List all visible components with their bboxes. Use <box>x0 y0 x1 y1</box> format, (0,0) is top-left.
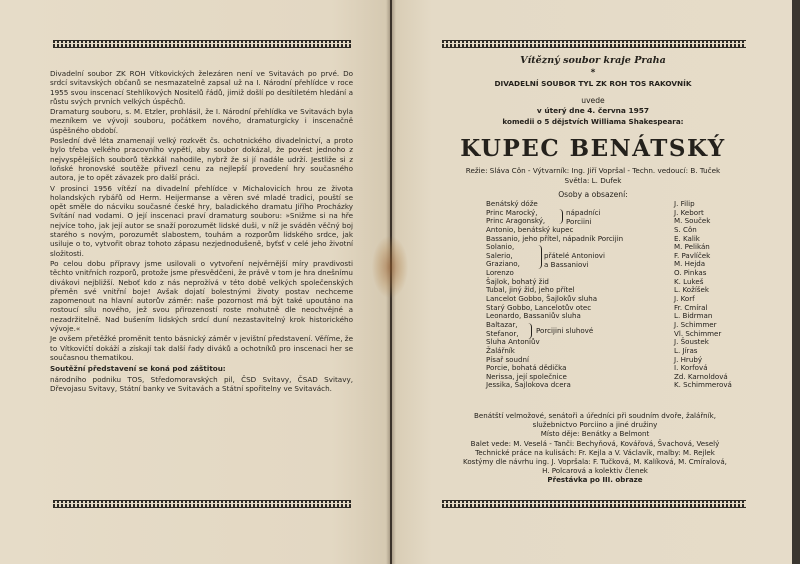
cast-role: Princ Aragonský, <box>486 216 546 226</box>
top-ornament-right <box>442 40 746 48</box>
cast-role: Nerissa, její společnice <box>486 371 567 381</box>
costume-credit: Kostýmy dle návrhu ing. J. Vopršala: F. Tučková, M. Kalíková, M. Cmíralová, <box>463 457 727 467</box>
paragraph-2: Dramaturg souboru, s. M. Etzler, prohlásil, že I. Národní přehlídka ve Svitavách byla mezníkem ve vývoji souboru, počátkem nového, dramaturgicky i inscenačně úspěšného období. <box>50 107 353 135</box>
cast-actor: L. Kožíšek <box>674 285 709 295</box>
costume-credit-2: H. Polcarová a kolektiv členek <box>542 466 648 476</box>
cast-actor: L. Bidrman <box>674 311 713 321</box>
cast-role: Šajlok, bohatý žid <box>486 276 549 286</box>
cast-row <box>486 338 736 347</box>
cast-role: Princ Marocký, <box>486 207 538 217</box>
play-title: KUPEC BENÁTSKÝ <box>460 135 726 162</box>
paragraph-4: V prosinci 1956 vítězí na divadelní přehlídce v Michalovicích hrou ze života holandských rybářů od Herm. Heijermanse a věren své mladé tradici, pouští se opět směle do nácviku současné české hry, baladického dramatu Jiřího Procházky Svítání nad vodami. O její inscenaci praví dramaturg souboru: »Snižme si na hře nejvíce toho, jak její autor se snaží porozumět lidské duši, v níž je svádën věčný boj starého s novým, porozumět slabostem, touhám a rozporům lidského srdce, jak usiluje o to, vytvořit obraz tohoto zápasu nezjednodušeně, byťsť v celé jeho životní složitosti. <box>50 183 353 258</box>
production-notes <box>430 411 760 485</box>
cast-actor: K. Schimmerová <box>674 380 732 390</box>
cast-role: Leonardo, Bassaniův sluha <box>486 311 581 321</box>
cast-actor: J. Kebort <box>674 207 704 217</box>
bottom-ornament-left <box>53 500 351 508</box>
troupe-name: DIVADELNÍ SOUBOR TYL ZK ROH TOS RAKOVNÍK <box>494 79 692 88</box>
technical-credit: Technické práce na kulisách: Fr. Kejla a V. Václavík, malby: M. Rejlek <box>475 447 715 457</box>
group-label-porcini: Porciini <box>566 217 592 226</box>
ballet-credit: Balet vede: M. Veselá - Tanči: Bechyňová, Kovářová, Švachová, Veselý <box>470 438 720 448</box>
cast-role: Bassanio, jeho přítel, nápadník Porcijin <box>486 233 624 243</box>
cast-actor: J. Hrubý <box>674 354 703 364</box>
cast-actor: J. Šoustek <box>674 337 709 347</box>
interval-note: Přestávka po III. obraze <box>547 475 643 485</box>
group-label-napadnici: nápadníci <box>566 208 601 217</box>
cast-actor: O. Pinkas <box>674 268 707 278</box>
place-of-action: Místo děje: Benátky a Belmont <box>540 429 650 439</box>
paragraph-6: Je ovšem přetěžké proměnit tento básnický záměr v jevištní představení. Věříme, že to Vítkovičtí dokáží a získají tak další řady diváků a ochotníků pro inscenaci her se současnou thematikou. <box>50 334 353 362</box>
performance-date: v úterý dne 4. června 1957 <box>536 106 650 115</box>
cast-actor: L. Jíras <box>674 345 698 355</box>
cast-role: Tubal, jiný žid, jeho přítel <box>486 285 575 295</box>
cast-list <box>486 200 736 390</box>
star-ornament: * <box>590 68 596 78</box>
cast-role: Baltazar, <box>486 319 518 329</box>
cast-actor: M. Pelikán <box>674 242 710 252</box>
cast-heading: Osoby a obsazení: <box>558 190 628 199</box>
sponsor-heading: Soutěžní představení se koná pod záštitou: <box>50 364 226 374</box>
left-text-block <box>50 69 353 394</box>
motto: Vítězný soubor kraje Praha <box>520 55 666 66</box>
cast-actor: M. Souček <box>674 216 711 226</box>
paragraph-1: Divadelní soubor ZK ROH Vítkovických železáren není ve Svitavách po prvé. Do srdcí svitavských občanů se nesmazatelně zapsal už na I. Národní přehlídce v roce 1955 svou inscenací Stehlíkových Nositelů řádů, jimiž došlí po desítiletém hledání a růstu svých prvních velkých úspěchů. <box>50 69 353 106</box>
cast-actor: Vl. Schimmer <box>674 328 722 338</box>
bottom-ornament-right <box>442 500 746 508</box>
cast-role: Sluha Antoniův <box>486 337 540 347</box>
cast-actor: S. Côn <box>674 224 697 234</box>
play-subtitle: komedii o 5 dějstvích Williama Shakespeara: <box>502 117 684 126</box>
cast-actor: M. Hejda <box>674 259 706 269</box>
cast-role: Benátský dóže <box>486 199 538 208</box>
cast-actor: J. Schimmer <box>674 319 717 329</box>
sponsor-list: národního podniku TOS, Středomoravských pil, ČSD Svitavy, ČSAD Svitavy, Dřevojasu Svitavy, Státní banky ve Svitavách a Státní spořitelny ve Svitavách. <box>50 374 353 393</box>
cast-actor: I. Korfová <box>674 363 708 373</box>
cast-role: Porcie, bohatá dědička <box>486 363 567 373</box>
extras-line-1: Benátští velmožové, senátoři a úředníci při soudním dvoře, žalářník, <box>474 411 716 420</box>
production-credits: Režie: Sláva Côn - Výtvarník: Ing. Jiří Vopršal - Techn. vedoucí: B. Tuček <box>465 166 721 175</box>
paragraph-5: Po celou dobu přípravy jsme usilovali o vytvoření nejvěrnější míry pravdivosti těchto vnitřních rozporů, protože jsme přesvědčeni, že právě v tom je hra dnešnímu divákovi nejbližší. Neboť kdo z nás neprožívá v této době velkých společenských přeměn své vnitřní boje! Avšak dojatí bolestnými životy postav nechceme zapomenout na hlavní autorův záměr: naše pozornost má být také upoutáno na rostoucí sílu nového, jež svou přirozeností roste mohutně dle neochvějné a nezadržitelně. Nad bušením lidských srdcí duní nezastavitelný krok historického vývoje.« <box>50 258 353 334</box>
cast-role: Žalářník <box>486 345 515 355</box>
lighting-credit: Světla: L. Dufek <box>564 176 622 185</box>
paragraph-3: Poslední dvě léta znamenají velký rozkvět čs. ochotnického divadelnictví, a proto bylo třeba velkého pracovního vypětí, aby soubor dokázal, že povést jednoho z nejvyspělejších souborů tězkkál nahodile, nybrž že si jí nadále udrží. Jestliže si z loňské hronovské soutěže přivezl cenu za nejlepší provedení hry současného autora, je to opět závazek pro další práci. <box>50 136 353 183</box>
cast-actor: J. Filip <box>674 199 695 208</box>
top-ornament-left <box>53 40 351 48</box>
cast-actor: Zd. Karnoldová <box>674 371 728 381</box>
cast-role: Solanio, <box>486 242 515 252</box>
cast-actor: E. Kalik <box>674 233 700 243</box>
cast-actor: F. Pavlíček <box>674 250 711 260</box>
group-label-a-bassaniovi: a Bassaniovi <box>544 260 589 269</box>
presents-label: uvede <box>581 96 605 105</box>
cast-role: Písař soudní <box>486 354 529 364</box>
left-page <box>0 0 390 564</box>
cast-role: Lorenzo <box>486 268 514 278</box>
group-label-sluhove: Porcijini sluhové <box>536 326 594 335</box>
cast-actor: Fr. Cmíral <box>674 302 708 312</box>
cast-actor: J. Korf <box>674 294 695 304</box>
cast-row <box>486 381 736 390</box>
extras-line-2: služebnictvo Porciino a jiné družiny <box>532 420 658 430</box>
cast-role: Jessika, Šajlokova dcera <box>486 380 571 390</box>
group-label-pratele: přátelé Antoniovi <box>544 251 605 260</box>
cast-actor: K. Lukeš <box>674 276 704 286</box>
cast-role: Graziano, <box>486 259 520 269</box>
cast-role: Antonio, benátský kupec <box>486 224 574 234</box>
cast-role: Lancelot Gobbo, Šajlokův sluha <box>486 294 598 304</box>
binding-stain <box>372 236 408 298</box>
cast-role: Stefanor, <box>486 328 519 338</box>
cast-role: Starý Gobbo, Lancelotův otec <box>486 302 592 312</box>
cast-role: Salerio, <box>486 250 513 260</box>
